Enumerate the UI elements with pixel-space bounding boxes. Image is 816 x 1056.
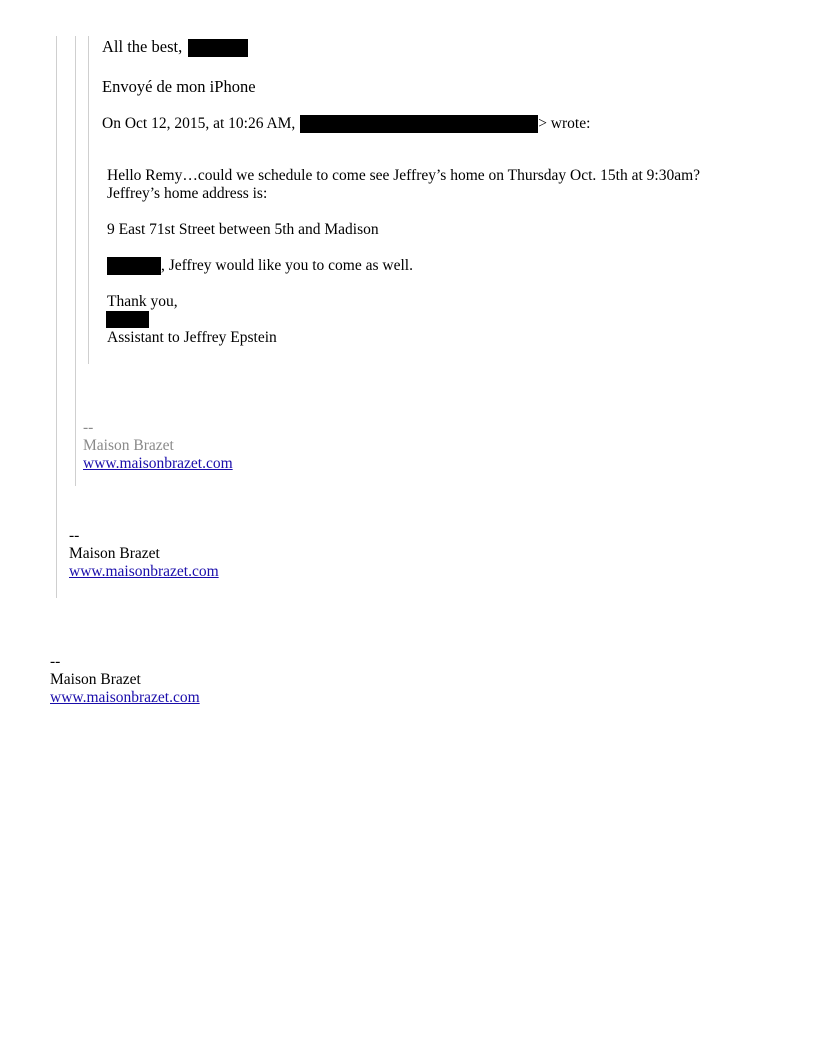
message-line: Hello Remy…could we schedule to come see Jeffrey’s home on Thursday Oct. 15th at 9:30am? [107,167,701,184]
invite-text: , Jeffrey would like you to come as well. [161,257,413,274]
attribution-suffix: > wrote: [538,115,591,132]
redacted-block [106,311,149,328]
redacted-block [107,257,161,275]
message-line: Jeffrey’s home address is: [107,185,268,202]
signature-separator: -- [50,653,61,670]
closing-line [102,37,248,57]
redacted-block [188,39,248,57]
quote-rule-middle [75,36,76,486]
signature-name: Maison Brazet [50,671,141,688]
signature-link[interactable]: www.maisonbrazet.com [50,689,200,706]
signature-name: Maison Brazet [83,437,174,454]
signature-separator: -- [83,419,94,436]
signature-title: Assistant to Jeffrey Epstein [107,329,277,346]
thanks-line: Thank you, [107,293,178,310]
sent-from-line: Envoyé de mon iPhone [102,77,256,96]
quote-rule-inner [88,36,89,364]
signature-name: Maison Brazet [69,545,160,562]
address-line: 9 East 71st Street between 5th and Madison [107,221,379,238]
attribution-prefix: On Oct 12, 2015, at 10:26 AM, [102,115,296,132]
signature-link[interactable]: www.maisonbrazet.com [83,455,233,472]
attribution-line [102,115,590,133]
redacted-block [300,115,538,133]
invite-line [107,257,413,275]
signature-separator: -- [69,527,80,544]
closing-text: All the best, [102,37,183,56]
signature-link[interactable]: www.maisonbrazet.com [69,563,219,580]
quote-rule-outer [56,36,57,598]
